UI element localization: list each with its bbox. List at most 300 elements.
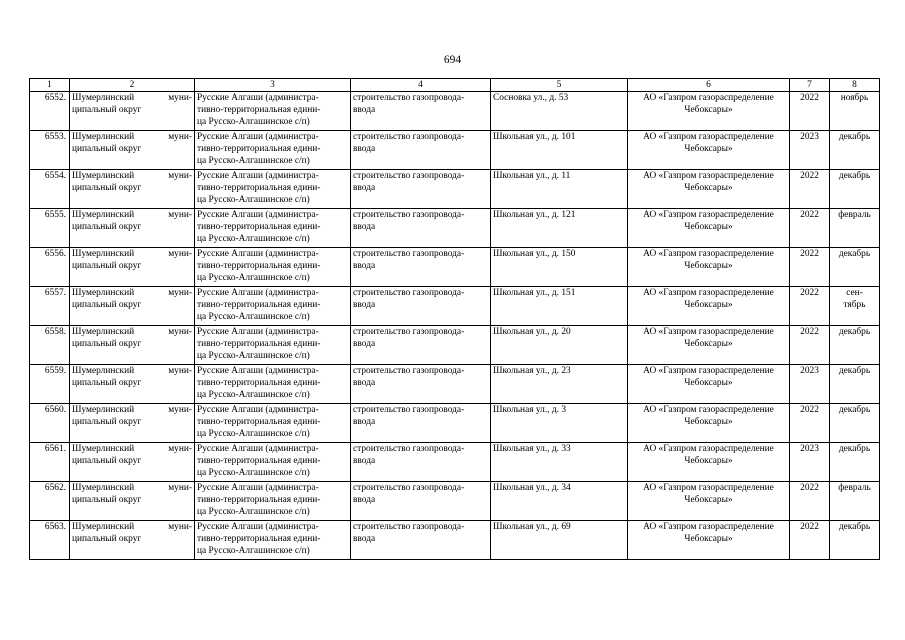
municipality-line: ципальный округ xyxy=(72,260,142,271)
cell-number xyxy=(30,209,70,248)
cell-year xyxy=(790,92,830,131)
address-text: Школьная ул., д. 3 xyxy=(493,405,567,415)
cell-work-type xyxy=(351,131,491,170)
organization-line: АО «Газпром газораспределение xyxy=(643,93,774,103)
cell-month xyxy=(830,131,880,170)
month-line: февраль xyxy=(838,210,871,220)
work-type-line: ввода xyxy=(353,299,376,310)
cell-municipality xyxy=(70,404,195,443)
table-row xyxy=(30,92,880,131)
settlement-line: ца Русско-Алгашинское с/п) xyxy=(197,311,310,322)
settlement-line: тивно-территориальная едини- xyxy=(197,221,321,232)
cell-month xyxy=(830,482,880,521)
row-number: 6558. xyxy=(44,327,66,337)
row-number: 6555. xyxy=(44,210,66,220)
work-type-line: ввода xyxy=(353,104,376,115)
cell-year xyxy=(790,131,830,170)
cell-month xyxy=(830,443,880,482)
cell-month xyxy=(830,404,880,443)
municipality-word: Шумерлинский xyxy=(72,93,135,103)
municipality-line xyxy=(72,522,192,534)
cell-year xyxy=(790,443,830,482)
cell-organization xyxy=(628,482,790,521)
settlement-line: тивно-территориальная едини- xyxy=(197,143,321,154)
cell-address xyxy=(491,482,628,521)
cell-municipality xyxy=(70,521,195,560)
settlement-line: Русские Алгаши (администра- xyxy=(197,444,319,454)
cell-address xyxy=(491,287,628,326)
organization-line: АО «Газпром газораспределение xyxy=(643,444,774,454)
municipality-line: ципальный округ xyxy=(72,533,142,544)
cell-organization xyxy=(628,209,790,248)
table-row xyxy=(30,170,880,209)
work-type-line: строительство газопровода- xyxy=(353,93,465,103)
row-number: 6562. xyxy=(44,483,66,493)
address-text: Школьная ул., д. 11 xyxy=(493,171,571,181)
cell-address xyxy=(491,170,628,209)
cell-month xyxy=(830,521,880,560)
cell-month xyxy=(830,92,880,131)
work-type-line: строительство газопровода- xyxy=(353,444,465,454)
table-row xyxy=(30,131,880,170)
cell-year xyxy=(790,170,830,209)
organization-line: Чебоксары» xyxy=(684,416,733,427)
municipality-line: ципальный округ xyxy=(72,221,142,232)
work-type-line: строительство газопровода- xyxy=(353,132,465,142)
municipality-word: муни- xyxy=(168,288,192,298)
municipality-word: Шумерлинский xyxy=(72,171,135,181)
cell-organization xyxy=(628,326,790,365)
table-row xyxy=(30,365,880,404)
organization-line: АО «Газпром газораспределение xyxy=(643,249,774,259)
settlement-line: тивно-территориальная едини- xyxy=(197,494,321,505)
cell-municipality xyxy=(70,131,195,170)
row-number: 6560. xyxy=(44,405,66,415)
municipality-word: Шумерлинский xyxy=(72,522,135,532)
municipality-line: ципальный округ xyxy=(72,494,142,505)
cell-municipality xyxy=(70,209,195,248)
settlement-line: Русские Алгаши (администра- xyxy=(197,405,319,415)
organization-line: Чебоксары» xyxy=(684,494,733,505)
organization-line: Чебоксары» xyxy=(684,260,733,271)
cell-address xyxy=(491,521,628,560)
month-line: декабрь xyxy=(838,405,871,415)
month-line: декабрь xyxy=(838,366,871,376)
organization-line: АО «Газпром газораспределение xyxy=(643,405,774,415)
table-row xyxy=(30,326,880,365)
cell-settlement xyxy=(195,482,351,521)
municipality-word: Шумерлинский xyxy=(72,288,135,298)
cell-municipality xyxy=(70,92,195,131)
municipality-line xyxy=(72,444,192,456)
cell-municipality xyxy=(70,248,195,287)
row-number: 6561. xyxy=(44,444,66,454)
cell-year xyxy=(790,404,830,443)
municipality-word: муни- xyxy=(168,327,192,337)
cell-work-type xyxy=(351,326,491,365)
work-type-line: ввода xyxy=(353,182,376,193)
cell-number xyxy=(30,92,70,131)
work-type-line: строительство газопровода- xyxy=(353,483,465,493)
month-line: декабрь xyxy=(838,171,871,181)
cell-month xyxy=(830,326,880,365)
cell-address xyxy=(491,326,628,365)
settlement-line: тивно-территориальная едини- xyxy=(197,299,321,310)
organization-line: Чебоксары» xyxy=(684,182,733,193)
work-type-line: ввода xyxy=(353,494,376,505)
work-type-line: строительство газопровода- xyxy=(353,249,465,259)
settlement-line: ца Русско-Алгашинское с/п) xyxy=(197,155,310,166)
municipality-line: ципальный округ xyxy=(72,377,142,388)
work-type-line: ввода xyxy=(353,455,376,466)
cell-municipality xyxy=(70,365,195,404)
cell-address xyxy=(491,92,628,131)
table-row xyxy=(30,287,880,326)
municipality-line xyxy=(72,93,192,105)
organization-line: АО «Газпром газораспределение xyxy=(643,171,774,181)
cell-settlement xyxy=(195,287,351,326)
cell-settlement xyxy=(195,248,351,287)
municipality-word: Шумерлинский xyxy=(72,210,135,220)
cell-number xyxy=(30,131,70,170)
cell-work-type xyxy=(351,170,491,209)
year-text: 2023 xyxy=(800,132,819,142)
work-type-line: ввода xyxy=(353,377,376,388)
work-type-line: строительство газопровода- xyxy=(353,327,465,337)
address-text: Школьная ул., д. 69 xyxy=(493,522,571,532)
settlement-line: Русские Алгаши (администра- xyxy=(197,171,319,181)
cell-number xyxy=(30,404,70,443)
municipality-line xyxy=(72,171,192,183)
municipality-word: муни- xyxy=(168,132,192,142)
municipality-word: Шумерлинский xyxy=(72,444,135,454)
table-body xyxy=(30,92,880,560)
year-text: 2022 xyxy=(800,483,819,493)
work-type-line: ввода xyxy=(353,221,376,232)
municipality-word: Шумерлинский xyxy=(72,366,135,376)
work-type-line: ввода xyxy=(353,338,376,349)
cell-year xyxy=(790,482,830,521)
page-number: 694 xyxy=(443,54,462,66)
cell-work-type xyxy=(351,443,491,482)
row-number: 6557. xyxy=(44,288,66,298)
settlement-line: тивно-территориальная едини- xyxy=(197,416,321,427)
settlement-line: Русские Алгаши (администра- xyxy=(197,288,319,298)
municipality-word: муни- xyxy=(168,93,192,103)
year-text: 2022 xyxy=(800,93,819,103)
cell-year xyxy=(790,326,830,365)
cell-number xyxy=(30,482,70,521)
cell-organization xyxy=(628,92,790,131)
municipality-line xyxy=(72,132,192,144)
settlement-line: Русские Алгаши (администра- xyxy=(197,249,319,259)
settlement-line: ца Русско-Алгашинское с/п) xyxy=(197,233,310,244)
column-header: 7 xyxy=(790,79,830,92)
month-line: сен- xyxy=(846,288,863,298)
municipality-line: ципальный округ xyxy=(72,104,142,115)
organization-line: АО «Газпром газораспределение xyxy=(643,288,774,298)
column-header: 2 xyxy=(70,79,195,92)
address-text: Школьная ул., д. 101 xyxy=(493,132,576,142)
settlement-line: тивно-территориальная едини- xyxy=(197,182,321,193)
cell-month xyxy=(830,248,880,287)
cell-work-type xyxy=(351,521,491,560)
municipality-word: Шумерлинский xyxy=(72,405,135,415)
row-number: 6556. xyxy=(44,249,66,259)
registry-table xyxy=(29,78,880,560)
organization-line: АО «Газпром газораспределение xyxy=(643,522,774,532)
cell-address xyxy=(491,209,628,248)
cell-address xyxy=(491,404,628,443)
cell-settlement xyxy=(195,326,351,365)
cell-month xyxy=(830,170,880,209)
column-header: 4 xyxy=(351,79,491,92)
municipality-line xyxy=(72,327,192,339)
municipality-line: ципальный округ xyxy=(72,299,142,310)
municipality-line: ципальный округ xyxy=(72,182,142,193)
cell-municipality xyxy=(70,443,195,482)
cell-work-type xyxy=(351,365,491,404)
settlement-line: Русские Алгаши (администра- xyxy=(197,210,319,220)
municipality-line xyxy=(72,288,192,300)
settlement-line: ца Русско-Алгашинское с/п) xyxy=(197,389,310,400)
table-row xyxy=(30,248,880,287)
table-header xyxy=(30,79,880,92)
cell-work-type xyxy=(351,482,491,521)
month-line: тябрь xyxy=(843,299,866,310)
municipality-word: муни- xyxy=(168,522,192,532)
row-number: 6563. xyxy=(44,522,66,532)
cell-settlement xyxy=(195,404,351,443)
table-row xyxy=(30,209,880,248)
row-number: 6554. xyxy=(44,171,66,181)
organization-line: АО «Газпром газораспределение xyxy=(643,210,774,220)
cell-work-type xyxy=(351,92,491,131)
municipality-line xyxy=(72,483,192,495)
settlement-line: тивно-территориальная едини- xyxy=(197,104,321,115)
cell-organization xyxy=(628,287,790,326)
year-text: 2022 xyxy=(800,405,819,415)
column-header: 3 xyxy=(195,79,351,92)
address-text: Школьная ул., д. 33 xyxy=(493,444,571,454)
cell-number xyxy=(30,326,70,365)
address-text: Школьная ул., д. 150 xyxy=(493,249,576,259)
month-line: декабрь xyxy=(838,132,871,142)
cell-municipality xyxy=(70,326,195,365)
municipality-line xyxy=(72,405,192,417)
cell-organization xyxy=(628,131,790,170)
column-header: 8 xyxy=(830,79,880,92)
municipality-word: муни- xyxy=(168,444,192,454)
settlement-line: тивно-территориальная едини- xyxy=(197,455,321,466)
municipality-word: Шумерлинский xyxy=(72,327,135,337)
column-header: 6 xyxy=(628,79,790,92)
month-line: декабрь xyxy=(838,249,871,259)
cell-work-type xyxy=(351,248,491,287)
row-number: 6553. xyxy=(44,132,66,142)
settlement-line: Русские Алгаши (администра- xyxy=(197,483,319,493)
settlement-line: ца Русско-Алгашинское с/п) xyxy=(197,116,310,127)
address-text: Школьная ул., д. 151 xyxy=(493,288,576,298)
settlement-line: тивно-территориальная едини- xyxy=(197,338,321,349)
cell-settlement xyxy=(195,170,351,209)
year-text: 2023 xyxy=(800,366,819,376)
cell-organization xyxy=(628,170,790,209)
cell-work-type xyxy=(351,209,491,248)
organization-line: Чебоксары» xyxy=(684,143,733,154)
cell-address xyxy=(491,131,628,170)
address-text: Школьная ул., д. 20 xyxy=(493,327,571,337)
cell-number xyxy=(30,170,70,209)
table-row xyxy=(30,443,880,482)
row-number: 6559. xyxy=(44,366,66,376)
municipality-word: Шумерлинский xyxy=(72,249,135,259)
cell-municipality xyxy=(70,482,195,521)
column-header: 5 xyxy=(491,79,628,92)
municipality-word: Шумерлинский xyxy=(72,132,135,142)
settlement-line: Русские Алгаши (администра- xyxy=(197,522,319,532)
month-line: декабрь xyxy=(838,522,871,532)
cell-number xyxy=(30,521,70,560)
cell-number xyxy=(30,248,70,287)
cell-year xyxy=(790,209,830,248)
work-type-line: ввода xyxy=(353,533,376,544)
cell-settlement xyxy=(195,209,351,248)
month-line: декабрь xyxy=(838,444,871,454)
cell-organization xyxy=(628,365,790,404)
organization-line: Чебоксары» xyxy=(684,377,733,388)
year-text: 2022 xyxy=(800,327,819,337)
organization-line: Чебоксары» xyxy=(684,221,733,232)
municipality-word: Шумерлинский xyxy=(72,483,135,493)
municipality-line xyxy=(72,249,192,261)
cell-work-type xyxy=(351,404,491,443)
work-type-line: строительство газопровода- xyxy=(353,171,465,181)
municipality-line: ципальный округ xyxy=(72,338,142,349)
organization-line: Чебоксары» xyxy=(684,299,733,310)
year-text: 2022 xyxy=(800,288,819,298)
municipality-word: муни- xyxy=(168,210,192,220)
organization-line: АО «Газпром газораспределение xyxy=(643,366,774,376)
year-text: 2022 xyxy=(800,249,819,259)
municipality-word: муни- xyxy=(168,249,192,259)
cell-year xyxy=(790,248,830,287)
settlement-line: ца Русско-Алгашинское с/п) xyxy=(197,350,310,361)
work-type-line: строительство газопровода- xyxy=(353,522,465,532)
cell-address xyxy=(491,248,628,287)
settlement-line: ца Русско-Алгашинское с/п) xyxy=(197,506,310,517)
cell-settlement xyxy=(195,521,351,560)
work-type-line: строительство газопровода- xyxy=(353,366,465,376)
year-text: 2022 xyxy=(800,210,819,220)
cell-municipality xyxy=(70,170,195,209)
year-text: 2022 xyxy=(800,171,819,181)
organization-line: АО «Газпром газораспределение xyxy=(643,327,774,337)
organization-line: Чебоксары» xyxy=(684,455,733,466)
table-row xyxy=(30,482,880,521)
cell-settlement xyxy=(195,443,351,482)
cell-organization xyxy=(628,404,790,443)
work-type-line: строительство газопровода- xyxy=(353,405,465,415)
settlement-line: Русские Алгаши (администра- xyxy=(197,132,319,142)
settlement-line: ца Русско-Алгашинское с/п) xyxy=(197,194,310,205)
month-line: декабрь xyxy=(838,327,871,337)
settlement-line: ца Русско-Алгашинское с/п) xyxy=(197,272,310,283)
table-row xyxy=(30,521,880,560)
cell-number xyxy=(30,287,70,326)
work-type-line: строительство газопровода- xyxy=(353,210,465,220)
cell-organization xyxy=(628,521,790,560)
cell-work-type xyxy=(351,287,491,326)
year-text: 2023 xyxy=(800,444,819,454)
header-row xyxy=(30,79,880,92)
cell-year xyxy=(790,365,830,404)
address-text: Школьная ул., д. 34 xyxy=(493,483,571,493)
month-line: ноябрь xyxy=(840,93,869,103)
municipality-word: муни- xyxy=(168,171,192,181)
settlement-line: тивно-территориальная едини- xyxy=(197,533,321,544)
municipality-word: муни- xyxy=(168,366,192,376)
cell-year xyxy=(790,521,830,560)
settlement-line: Русские Алгаши (администра- xyxy=(197,327,319,337)
address-text: Сосновка ул., д. 53 xyxy=(493,93,569,103)
municipality-word: муни- xyxy=(168,483,192,493)
work-type-line: ввода xyxy=(353,416,376,427)
work-type-line: строительство газопровода- xyxy=(353,288,465,298)
settlement-line: Русские Алгаши (администра- xyxy=(197,93,319,103)
cell-organization xyxy=(628,443,790,482)
municipality-line: ципальный округ xyxy=(72,416,142,427)
organization-line: Чебоксары» xyxy=(684,104,733,115)
column-header: 1 xyxy=(30,79,70,92)
month-line: февраль xyxy=(838,483,871,493)
settlement-line: ца Русско-Алгашинское с/п) xyxy=(197,545,310,556)
address-text: Школьная ул., д. 23 xyxy=(493,366,571,376)
address-text: Школьная ул., д. 121 xyxy=(493,210,576,220)
settlement-line: ца Русско-Алгашинское с/п) xyxy=(197,428,310,439)
cell-month xyxy=(830,365,880,404)
cell-year xyxy=(790,287,830,326)
cell-organization xyxy=(628,248,790,287)
cell-settlement xyxy=(195,365,351,404)
cell-municipality xyxy=(70,287,195,326)
year-text: 2022 xyxy=(800,522,819,532)
organization-line: Чебоксары» xyxy=(684,338,733,349)
cell-month xyxy=(830,287,880,326)
cell-month xyxy=(830,209,880,248)
organization-line: Чебоксары» xyxy=(684,533,733,544)
settlement-line: тивно-территориальная едини- xyxy=(197,260,321,271)
municipality-line xyxy=(72,210,192,222)
table-row xyxy=(30,404,880,443)
cell-address xyxy=(491,443,628,482)
work-type-line: ввода xyxy=(353,260,376,271)
cell-number xyxy=(30,365,70,404)
cell-address xyxy=(491,365,628,404)
organization-line: АО «Газпром газораспределение xyxy=(643,132,774,142)
municipality-line xyxy=(72,366,192,378)
work-type-line: ввода xyxy=(353,143,376,154)
settlement-line: ца Русско-Алгашинское с/п) xyxy=(197,467,310,478)
municipality-line: ципальный округ xyxy=(72,143,142,154)
cell-number xyxy=(30,443,70,482)
municipality-word: муни- xyxy=(168,405,192,415)
settlement-line: тивно-территориальная едини- xyxy=(197,377,321,388)
cell-settlement xyxy=(195,92,351,131)
settlement-line: Русские Алгаши (администра- xyxy=(197,366,319,376)
organization-line: АО «Газпром газораспределение xyxy=(643,483,774,493)
cell-settlement xyxy=(195,131,351,170)
